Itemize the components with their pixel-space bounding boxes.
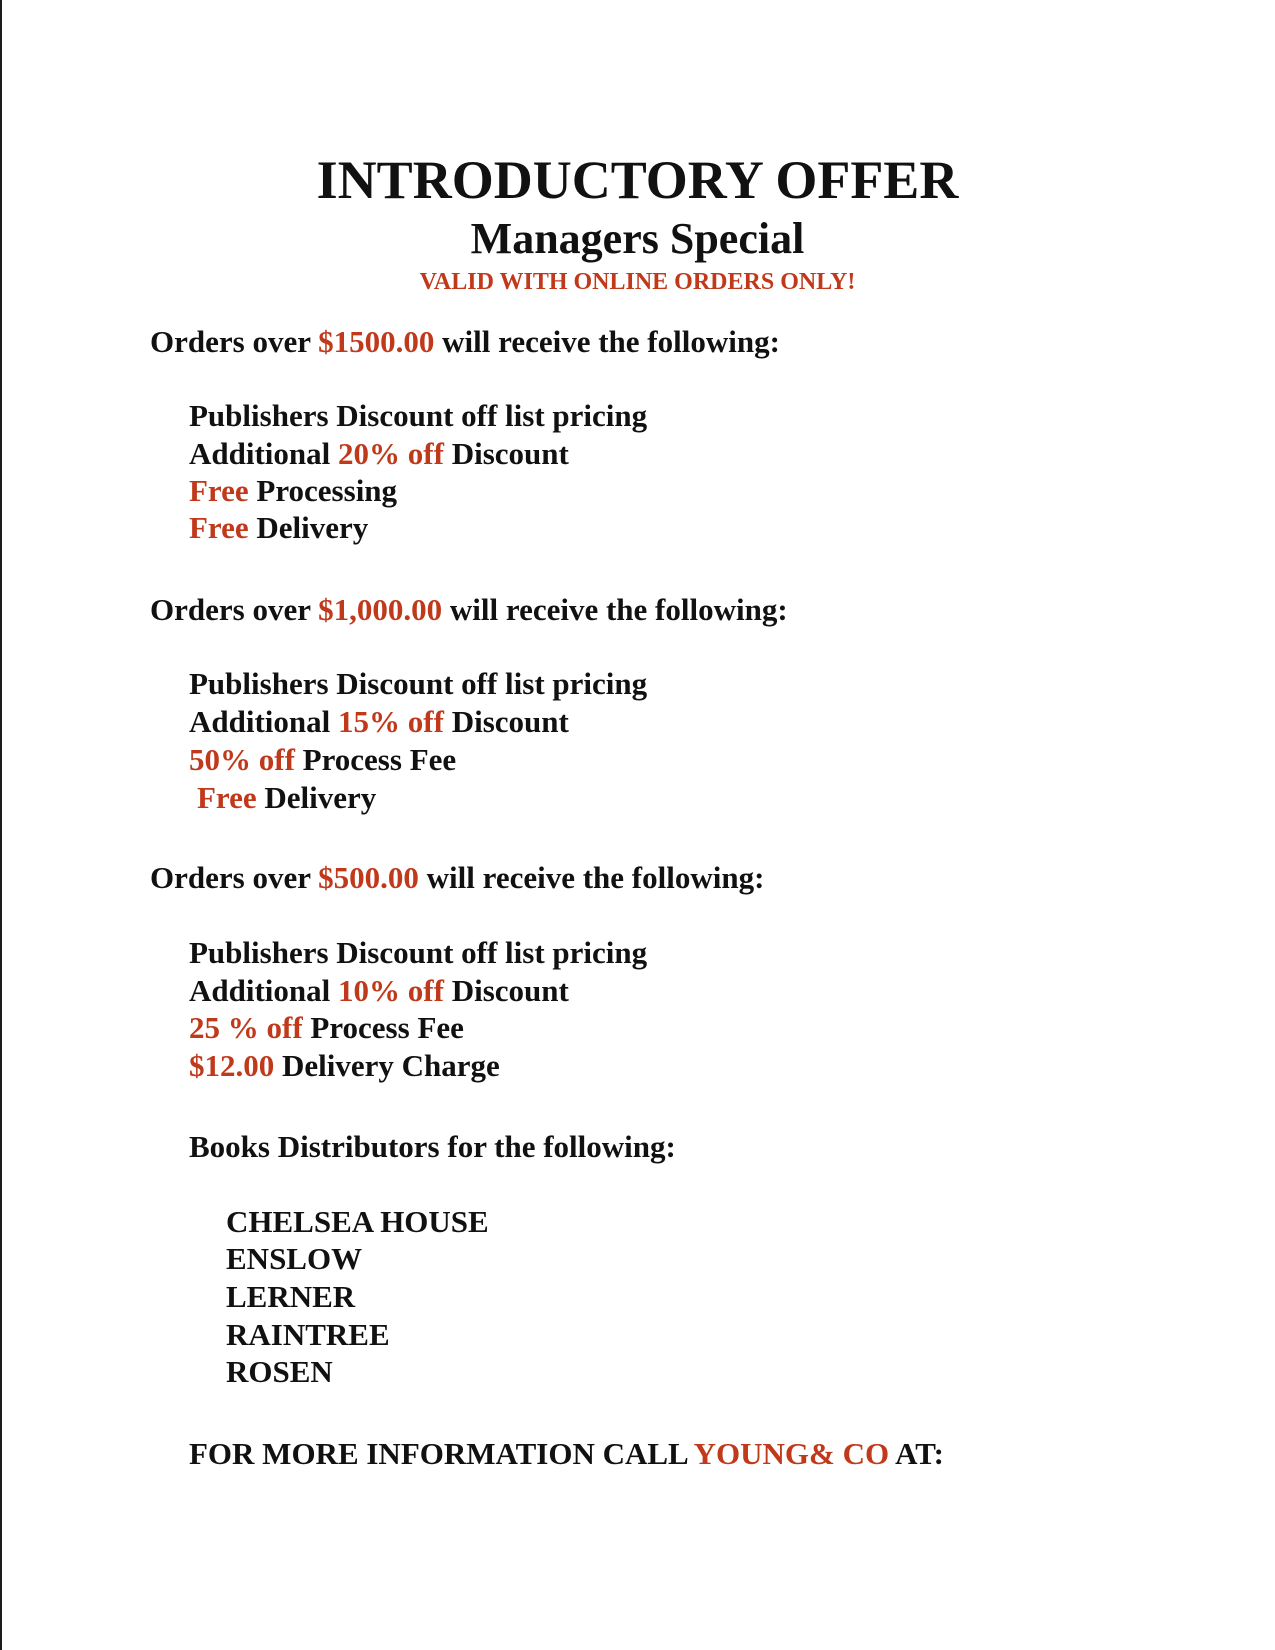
tier-1-item-3: Free Processing bbox=[189, 473, 398, 508]
tier-3-heading: Orders over $500.00 will receive the following: bbox=[150, 860, 765, 895]
tier-1-item-2: Additional 20% off Discount bbox=[189, 436, 569, 471]
distributor-name: RAINTREE bbox=[226, 1317, 390, 1352]
tier-2-heading: Orders over $1,000.00 will receive the following: bbox=[150, 592, 788, 627]
company-name: YOUNG& CO bbox=[693, 1436, 890, 1471]
page-subtitle: Managers Special bbox=[470, 214, 805, 263]
tier-1-amount: $1500.00 bbox=[318, 324, 435, 359]
tier-1-item-4: Free Delivery bbox=[189, 510, 369, 545]
page-title: INTRODUCTORY OFFER bbox=[316, 150, 959, 210]
tier-2-item-1: Publishers Discount off list pricing bbox=[189, 666, 648, 701]
distributors-heading: Books Distributors for the following: bbox=[189, 1129, 676, 1164]
tier-3-item-4: $12.00 Delivery Charge bbox=[189, 1048, 500, 1083]
contact-line: FOR MORE INFORMATION CALL YOUNG& CO AT: bbox=[189, 1436, 944, 1471]
tier-3-item-2: Additional 10% off Discount bbox=[189, 973, 569, 1008]
tier-3-item-1: Publishers Discount off list pricing bbox=[189, 935, 648, 970]
distributor-name: ENSLOW bbox=[226, 1241, 363, 1276]
tier-2-item-2: Additional 15% off Discount bbox=[189, 704, 569, 739]
tier-3-amount: $500.00 bbox=[318, 860, 419, 895]
tier-3-item-3: 25 % off Process Fee bbox=[189, 1010, 464, 1045]
distributor-name: CHELSEA HOUSE bbox=[226, 1204, 489, 1239]
tier-2-item-3: 50% off Process Fee bbox=[189, 742, 457, 777]
tier-1-heading: Orders over $1500.00 will receive the following: bbox=[150, 324, 780, 359]
validity-note: VALID WITH ONLINE ORDERS ONLY! bbox=[419, 269, 856, 295]
tier-2-amount: $1,000.00 bbox=[318, 592, 443, 627]
tier-2-item-4: Free Delivery bbox=[197, 780, 377, 815]
tier-1-item-1: Publishers Discount off list pricing bbox=[189, 398, 648, 433]
distributor-name: ROSEN bbox=[226, 1354, 333, 1389]
distributor-name: LERNER bbox=[226, 1279, 356, 1314]
